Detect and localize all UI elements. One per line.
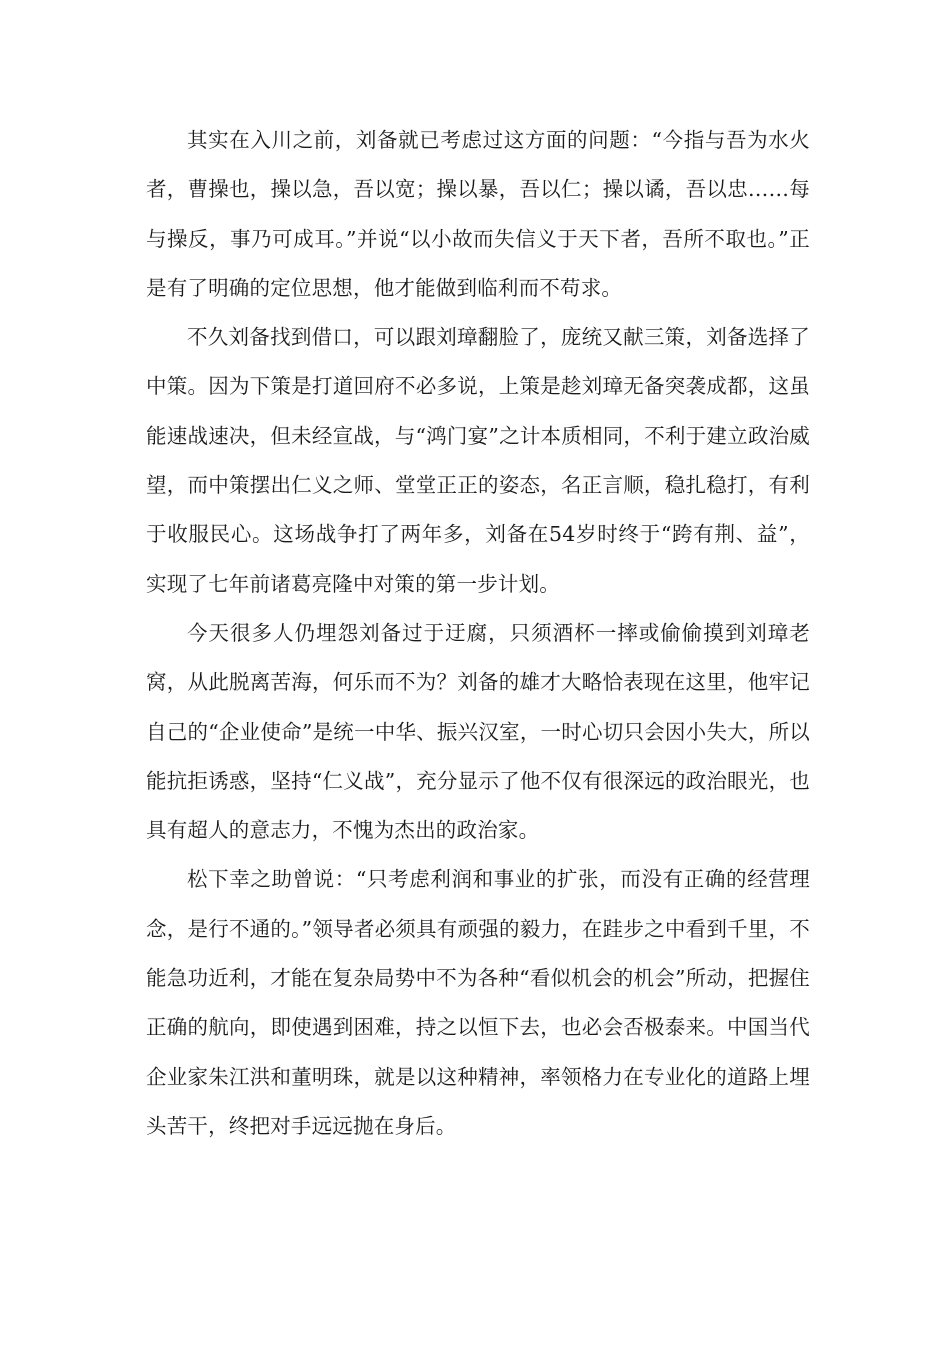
paragraph-4: 松下幸之助曾说：“只考虑利润和事业的扩张，而没有正确的经营理念，是行不通的。”领导者必须具有顽强的毅力，在跬步之中看到千里，不能急功近利，才能在复杂局势中不为各种“看似机会的机会”所动，把握住正确的航向，即使遇到困难，持之以恒下去，也必会否极泰来。中国当代企业家朱江洪和董明珠，就是以这种精神，率领格力在专业化的道路上埋头苦干，终把对手远远抛在身后。 — [146, 867, 810, 1138]
document-page — [146, 116, 810, 1151]
paragraph-3: 今天很多人仍埋怨刘备过于迂腐，只须酒杯一摔或偷偷摸到刘璋老窝，从此脱离苦海，何乐而不为？刘备的雄才大略恰表现在这里，他牢记自己的“企业使命”是统一中华、振兴汉室，一时心切只会因小失大，所以能抗拒诱惑，坚持“仁义战”，充分显示了他不仅有很深远的政治眼光，也具有超人的意志力，不愧为杰出的政治家。 — [146, 620, 810, 843]
paragraph-2: 不久刘备找到借口，可以跟刘璋翻脸了，庞统又献三策，刘备选择了中策。因为下策是打道回府不必多说，上策是趁刘璋无备突袭成都，这虽能速战速决，但未经宣战，与“鸿门宴”之计本质相同，不利于建立政治威望，而中策摆出仁义之师、堂堂正正的姿态，名正言顺，稳扎稳打，有利于收服民心。这场战争打了两年多，刘备在54岁时终于“跨有荆、益”，实现了七年前诸葛亮隆中对策的第一步计划。 — [146, 325, 810, 596]
paragraph-1: 其实在入川之前，刘备就已考虑过这方面的问题：“今指与吾为水火者，曹操也，操以急，吾以宽；操以暴，吾以仁；操以谲，吾以忠……每与操反，事乃可成耳。”并说“以小故而失信义于天下者，吾所不取也。”正是有了明确的定位思想，他才能做到临利而不苟求。 — [146, 128, 810, 300]
